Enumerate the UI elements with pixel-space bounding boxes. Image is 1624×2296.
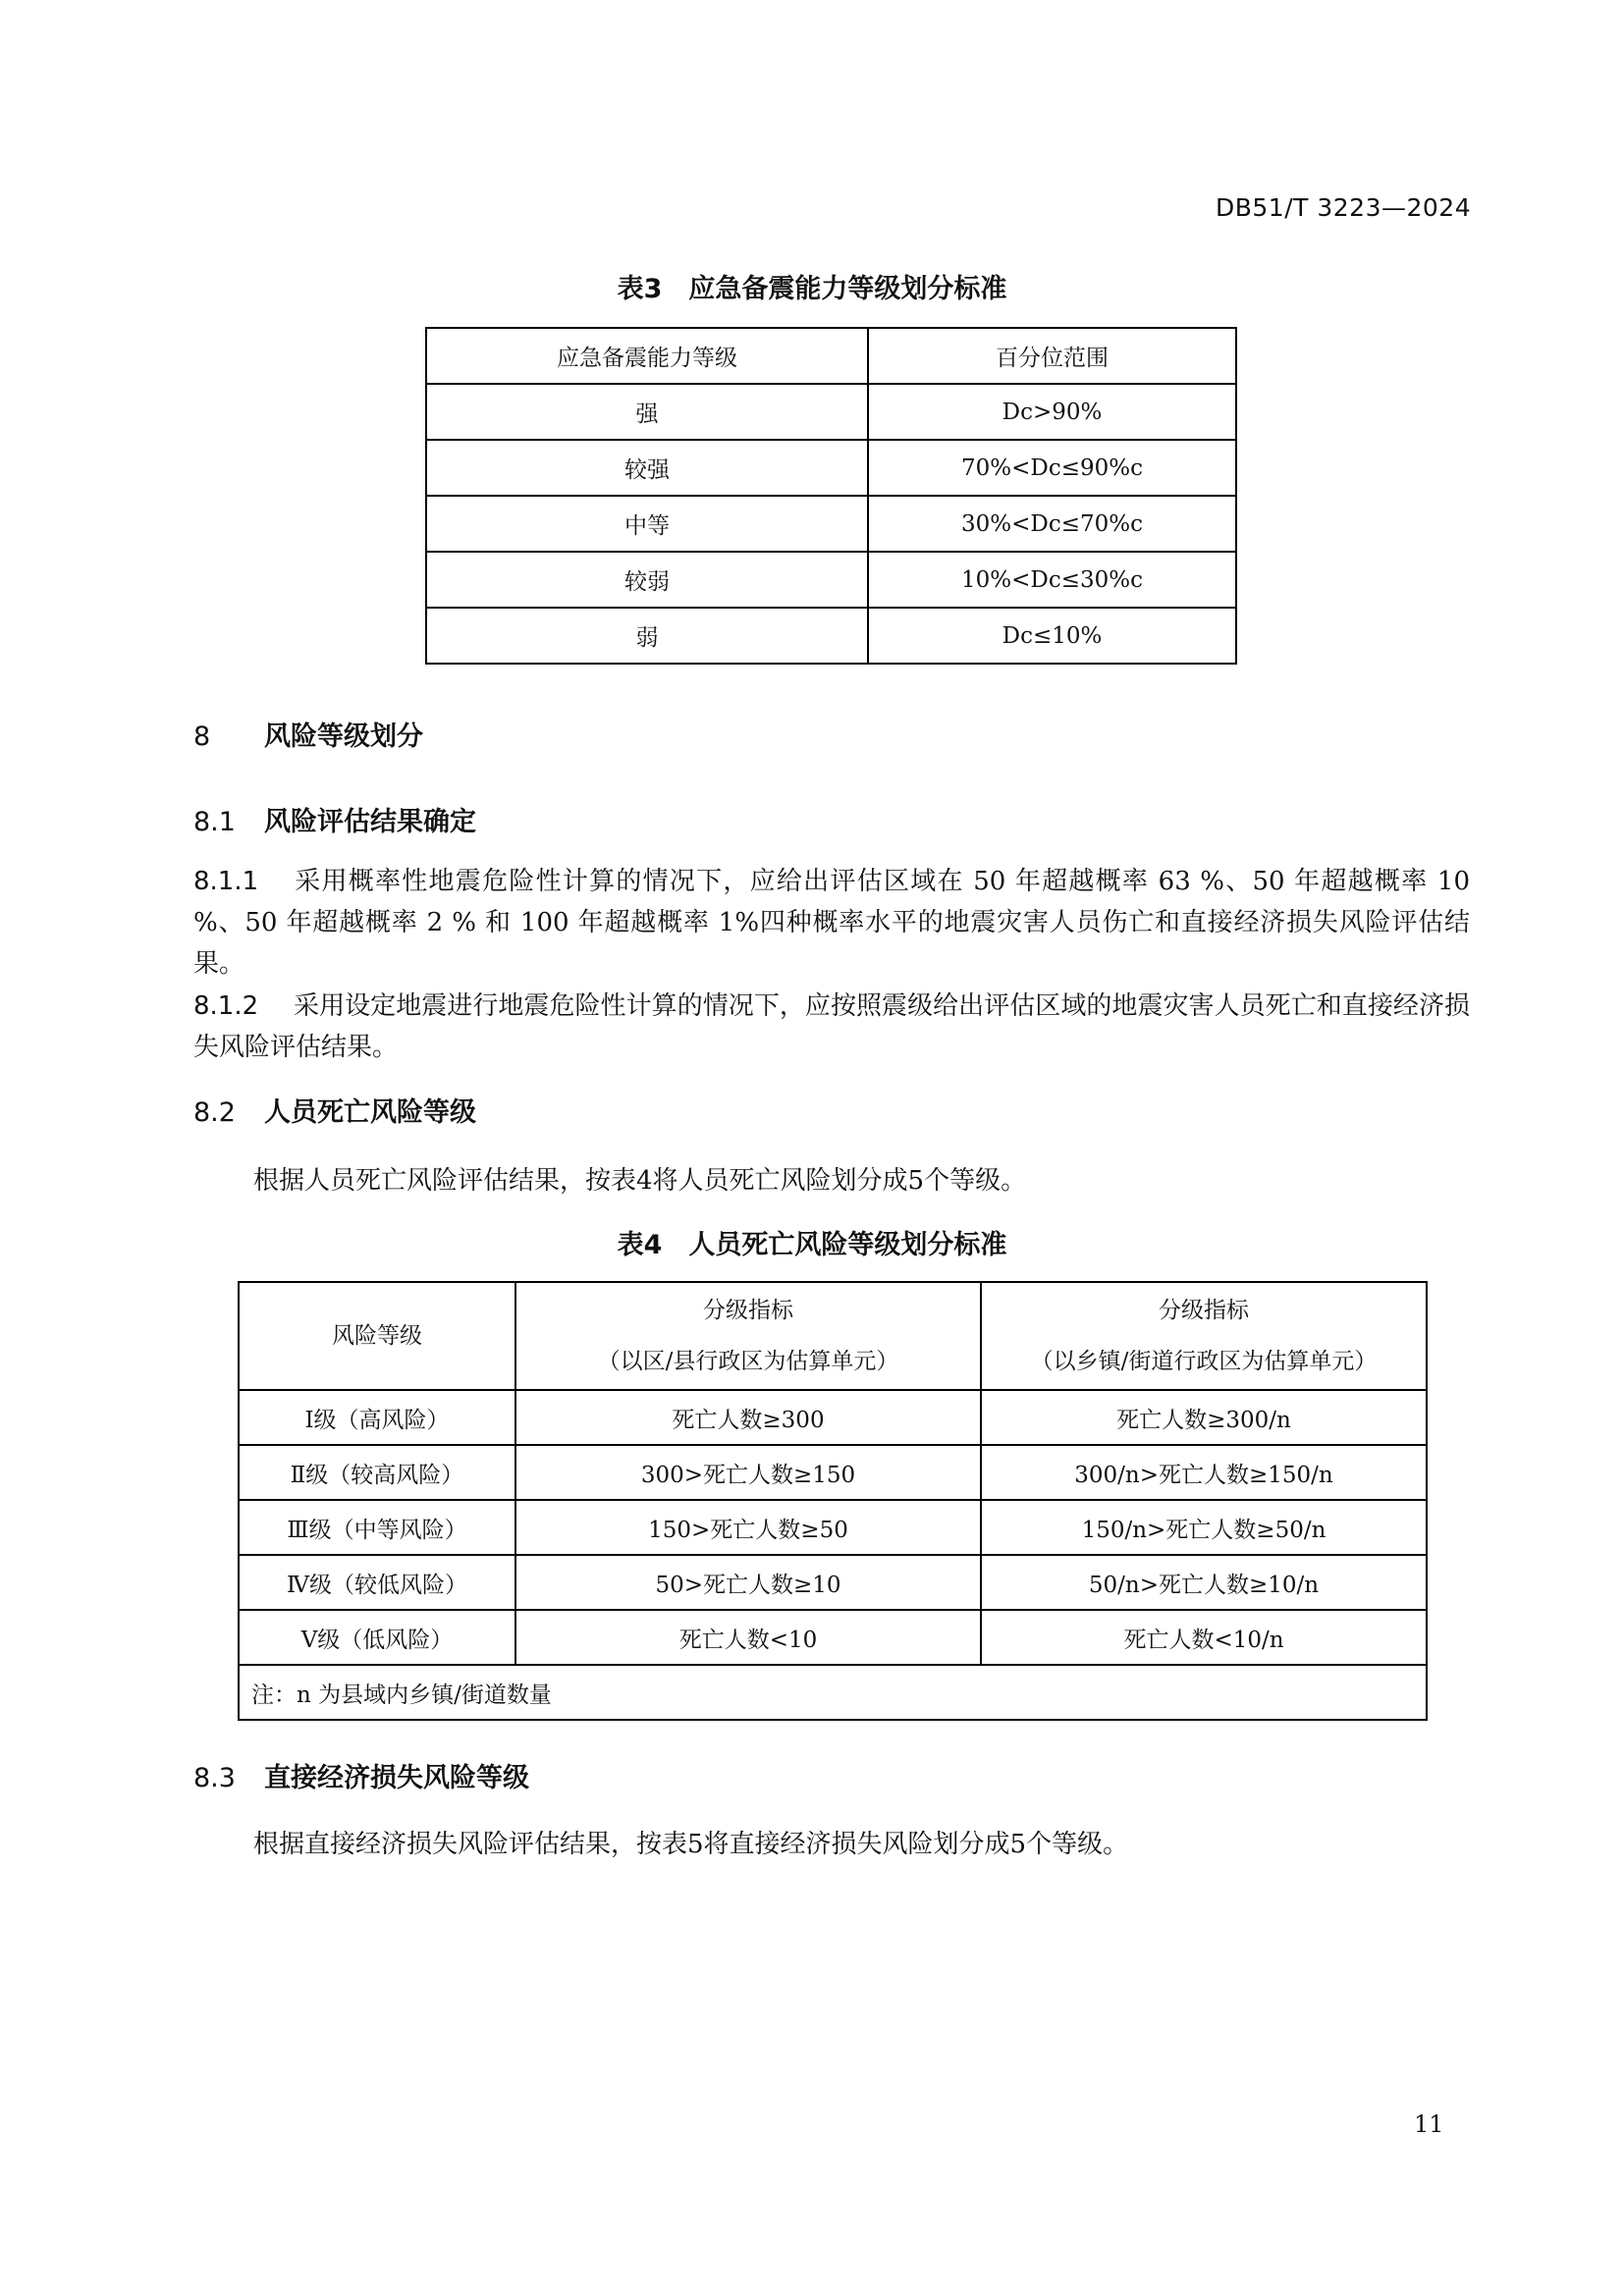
header-line: 分级指标 [703,1298,793,1323]
table-row [426,552,1236,608]
table-cell: 50/n>死亡人数≥10/n [981,1555,1427,1610]
table-row [426,384,1236,440]
table-note-row [239,1665,1427,1720]
table-cell: Dc>90% [868,384,1236,440]
table-cell: 10%<Dc≤30%c [868,552,1236,608]
table-row [239,1445,1427,1500]
table-row [426,440,1236,496]
table-row [239,1610,1427,1665]
table-cell: Ⅰ级（高风险） [239,1390,515,1445]
table-cell: Ⅴ级（低风险） [239,1610,515,1665]
header-line: （以区/县行政区为估算单元） [597,1349,899,1374]
table-cell: Ⅲ级（中等风险） [239,1500,515,1555]
table-row [426,496,1236,552]
section-title: 人员死亡风险等级 [264,1097,476,1128]
table-header-cell [981,1282,1427,1390]
section-number: 8.3 [193,1763,236,1793]
table-cell: 较强 [426,440,868,496]
table-cell: 死亡人数≥300/n [981,1390,1427,1445]
section-8-heading [193,715,423,753]
table-row [239,1555,1427,1610]
table-header-cell: 应急备震能力等级 [426,328,868,384]
table-cell: Ⅱ级（较高风险） [239,1445,515,1500]
clause-number: 8.1.2 [193,991,259,1021]
table-header-cell: 风险等级 [239,1282,515,1390]
table-cell: Ⅳ级（较低风险） [239,1555,515,1610]
table-cell: Dc≤10% [868,608,1236,664]
table-cell: 300/n>死亡人数≥150/n [981,1445,1427,1500]
table-cell: 弱 [426,608,868,664]
section-number: 8 [193,721,211,752]
paragraph-8-1-2 [193,986,1470,1068]
header-line: 分级指标 [1159,1298,1249,1323]
table-header-cell: 百分位范围 [868,328,1236,384]
section-title: 风险等级划分 [264,721,423,752]
table-row [239,1500,1427,1555]
table-cell: 死亡人数<10 [515,1610,981,1665]
table4-caption: 表4 人员死亡风险等级划分标准 [617,1230,1007,1260]
table-header-cell [515,1282,981,1390]
section-8-3-heading [193,1756,529,1794]
paragraph-8-3: 根据直接经济损失风险评估结果，按表5将直接经济损失风险划分成5个等级。 [253,1830,1129,1859]
clause-text: 采用设定地震进行地震危险性计算的情况下，应按照震级给出评估区域的地震灾害人员死亡和直接经济损失风险评估结果。 [193,991,1470,1062]
table-note: 注：n 为县域内乡镇/街道数量 [239,1665,1427,1720]
table4 [238,1281,1428,1721]
table-cell: 150/n>死亡人数≥50/n [981,1500,1427,1555]
section-8-2-heading [193,1091,476,1129]
header-line: （以乡镇/街道行政区为估算单元） [1030,1349,1378,1374]
table-header-row [239,1282,1427,1390]
table3 [425,327,1237,665]
table-cell: 300>死亡人数≥150 [515,1445,981,1500]
section-title: 直接经济损失风险等级 [264,1763,529,1793]
table-cell: 较弱 [426,552,868,608]
table-cell: 死亡人数<10/n [981,1610,1427,1665]
table-cell: 强 [426,384,868,440]
table-cell: 30%<Dc≤70%c [868,496,1236,552]
section-number: 8.1 [193,807,236,837]
table-header-row [426,328,1236,384]
section-number: 8.2 [193,1097,236,1128]
page-number: 11 [1414,2110,1444,2138]
clause-text: 采用概率性地震危险性计算的情况下，应给出评估区域在 50 年超越概率 63 %、50 年超越概率 10 %、50 年超越概率 2 % 和 100 年超越概率 1%四种概率水平的地震灾害人员伤亡和直接经济损失风险评估结果。 [193,867,1470,979]
table-cell: 死亡人数≥300 [515,1390,981,1445]
table-cell: 50>死亡人数≥10 [515,1555,981,1610]
paragraph-8-1-1 [193,861,1470,985]
table-row [239,1390,1427,1445]
clause-number: 8.1.1 [193,867,259,896]
table3-caption: 表3 应急备震能力等级划分标准 [617,274,1007,304]
section-title: 风险评估结果确定 [264,807,476,837]
table-cell: 70%<Dc≤90%c [868,440,1236,496]
table-cell: 150>死亡人数≥50 [515,1500,981,1555]
section-8-1-heading [193,800,476,838]
table-cell: 中等 [426,496,868,552]
paragraph-8-2: 根据人员死亡风险评估结果，按表4将人员死亡风险划分成5个等级。 [253,1166,1027,1196]
document-code: DB51/T 3223—2024 [1216,193,1472,222]
table-row [426,608,1236,664]
